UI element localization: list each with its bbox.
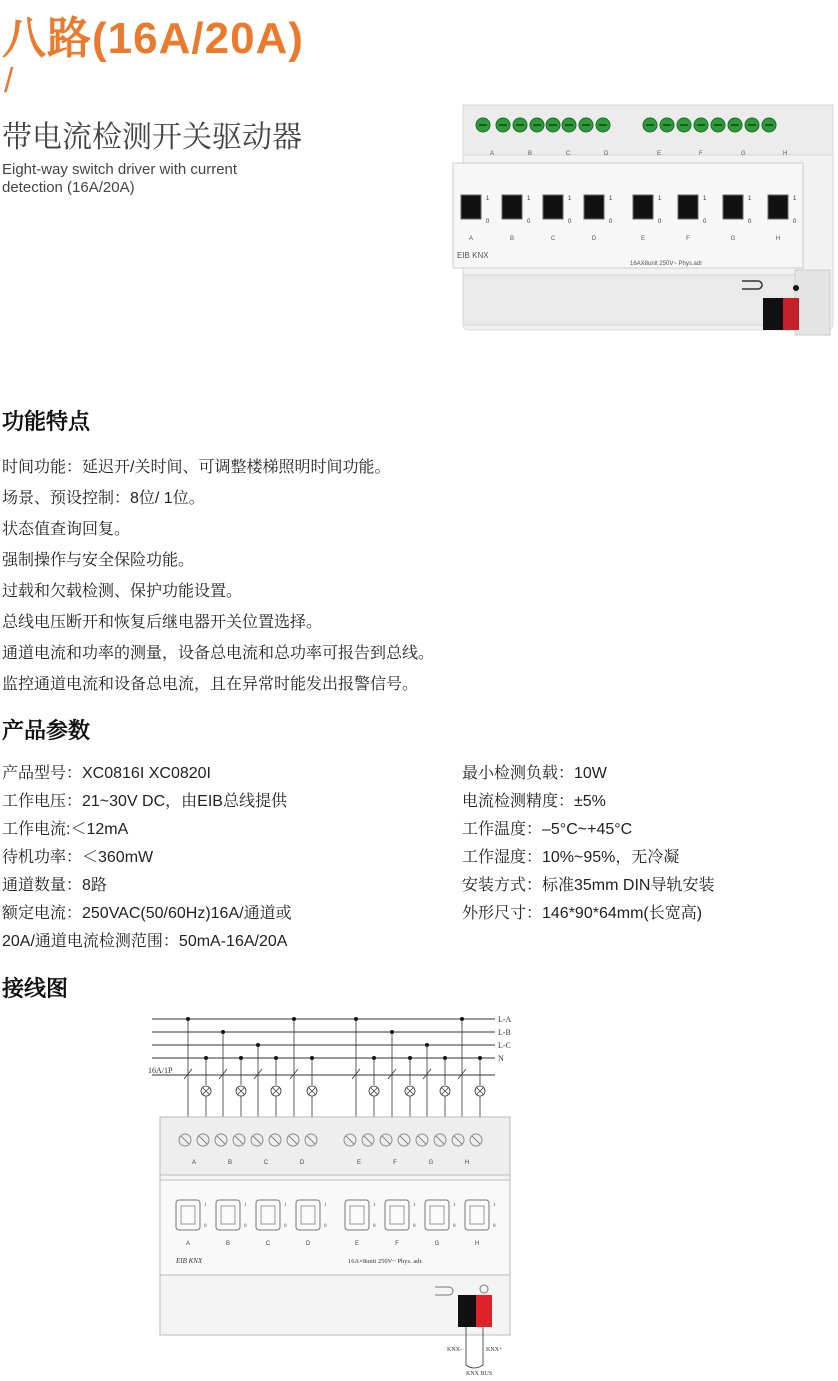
diagram-switch (465, 1200, 489, 1230)
param-item: 工作电压：21~30V DC，由EIB总线提供 (2, 793, 287, 810)
diagram-switch (256, 1200, 280, 1230)
switch-off-label: 0 (486, 219, 490, 225)
supply-line-label: L-B (498, 1028, 511, 1037)
diagram-on-label: 1 (413, 1203, 416, 1208)
features-heading: 功能特点 (2, 409, 91, 434)
diagram-channel-label: G (428, 1160, 434, 1166)
diagram-channel-label: A (191, 1160, 197, 1166)
breaker-label: 16A/1P (148, 1066, 173, 1075)
switch-on-label: 1 (658, 196, 662, 202)
title-slash: / (4, 62, 14, 100)
switch-channel-label: A (468, 236, 474, 242)
diagram-on-label: 1 (373, 1203, 376, 1208)
switch-on-label: 1 (609, 196, 613, 202)
feature-item: 通道电流和功率的测量，设备总电流和总功率可报告到总线。 (2, 645, 435, 662)
param-item: 外形尺寸：146*90*64mm(长宽高) (462, 905, 703, 922)
channel-switch (768, 195, 788, 219)
diagram-switch-label: C (265, 1241, 271, 1247)
diagram-switch (425, 1200, 449, 1230)
diagram-off-label: 0 (453, 1224, 456, 1229)
terminal-channel-label: H (783, 151, 788, 157)
terminal-channel-label: B (528, 151, 533, 157)
page-title: 八路(16A/20A) (2, 14, 304, 63)
diagram-switch (176, 1200, 200, 1230)
param-item: 待机功率：＜360mW (2, 849, 154, 866)
diagram-switch (296, 1200, 320, 1230)
features-list (2, 452, 434, 700)
diagram-knx-red (476, 1295, 492, 1327)
channel-switch (502, 195, 522, 219)
diagram-switch-label: F (395, 1241, 399, 1247)
diagram-off-label: 0 (373, 1224, 376, 1229)
knx-plus-label: KNX+ (486, 1347, 503, 1353)
diagram-switch-label: G (434, 1241, 440, 1247)
knx-terminal-red (783, 298, 799, 330)
diagram-on-label: 1 (204, 1203, 207, 1208)
diagram-channel-label: D (299, 1160, 305, 1166)
switch-channel-label: F (686, 236, 690, 242)
diagram-off-label: 0 (324, 1224, 327, 1229)
diagram-switch (216, 1200, 240, 1230)
param-item: 工作湿度：10%~95%，无冷凝 (462, 849, 680, 866)
switch-channel-label: B (509, 236, 515, 242)
subtitle-en (2, 161, 332, 197)
param-item: 工作温度：–5°C~+45°C (462, 821, 633, 838)
diagram-on-label: 1 (244, 1203, 247, 1208)
feature-item: 强制操作与安全保险功能。 (2, 552, 195, 569)
product-image (445, 95, 838, 357)
subtitle-en-line2: detection (16A/20A) (2, 179, 135, 196)
param-item: 安装方式：标准35mm DIN导轨安装 (462, 877, 715, 894)
feature-item: 时间功能：延迟开/关时间、可调整楼梯照明时间功能。 (2, 459, 391, 476)
switch-channel-label: E (640, 236, 646, 242)
terminal-channel-label: E (657, 151, 662, 157)
knx-bus-label: KNX BUS (466, 1371, 493, 1377)
switch-on-label: 1 (486, 196, 490, 202)
switch-channel-label: G (730, 236, 736, 242)
diagram-on-label: 1 (284, 1203, 287, 1208)
params-right-column (462, 760, 714, 928)
supply-line-label: L-C (498, 1041, 511, 1050)
diagram-brand: EIB KNX (176, 1257, 203, 1265)
terminal-channel-label: C (566, 151, 571, 157)
channel-switch (678, 195, 698, 219)
switch-channel-label: D (591, 236, 597, 242)
device-rating: 16AX8unit 250V~ Phys.adr (630, 261, 703, 267)
param-item: 电流检测精度：±5% (462, 793, 606, 810)
switch-channel-label: C (550, 236, 556, 242)
param-item: 产品型号：XC0816I XC0820I (2, 765, 211, 782)
diagram-channel-label: H (464, 1160, 470, 1166)
wiring-heading: 接线图 (2, 976, 69, 1001)
channel-switch (461, 195, 481, 219)
feature-item: 总线电压断开和恢复后继电器开关位置选择。 (2, 614, 323, 631)
diagram-off-label: 0 (493, 1224, 496, 1229)
diagram-switch (345, 1200, 369, 1230)
switch-channel-label: H (775, 236, 781, 242)
switch-off-label: 0 (609, 219, 613, 225)
diagram-channel-label: E (356, 1160, 362, 1166)
diagram-on-label: 1 (324, 1203, 327, 1208)
terminal-channel-label: D (604, 151, 609, 157)
params-heading: 产品参数 (2, 718, 91, 743)
diagram-knx-black (458, 1295, 476, 1327)
param-item: 工作电流:＜12mA (2, 821, 129, 838)
terminal-channel-label: F (699, 151, 703, 157)
switch-off-label: 0 (527, 219, 531, 225)
knx-terminal-black (763, 298, 783, 330)
diagram-on-label: 1 (453, 1203, 456, 1208)
feature-item: 监控通道电流和设备总电流，且在异常时能发出报警信号。 (2, 676, 419, 693)
diagram-switch-label: E (354, 1241, 360, 1247)
diagram-switch-label: A (185, 1241, 191, 1247)
switch-on-label: 1 (793, 196, 797, 202)
diagram-off-label: 0 (284, 1224, 287, 1229)
switch-off-label: 0 (748, 219, 752, 225)
diagram-off-label: 0 (244, 1224, 247, 1229)
wiring-diagram (140, 1005, 540, 1377)
switch-on-label: 1 (748, 196, 752, 202)
switch-off-label: 0 (703, 219, 707, 225)
channel-switch (633, 195, 653, 219)
feature-item: 状态值查询回复。 (2, 521, 131, 538)
supply-line-label: N (498, 1054, 504, 1063)
diagram-off-label: 0 (204, 1224, 207, 1229)
diagram-channel-label: B (227, 1160, 233, 1166)
channel-switch (584, 195, 604, 219)
param-item: 最小检测负载：10W (462, 765, 607, 782)
supply-line-label: L-A (498, 1015, 512, 1024)
feature-item: 场景、预设控制：8位/ 1位。 (2, 490, 205, 507)
feature-item: 过载和欠载检测、保护功能设置。 (2, 583, 243, 600)
diagram-on-label: 1 (493, 1203, 496, 1208)
diagram-channel-label: F (393, 1160, 397, 1166)
diagram-switch-label: D (305, 1241, 311, 1247)
diagram-off-label: 0 (413, 1224, 416, 1229)
terminal-channel-label: A (490, 151, 495, 157)
switch-off-label: 0 (793, 219, 797, 225)
channel-switch (543, 195, 563, 219)
diagram-switch-label: B (225, 1241, 231, 1247)
terminal-channel-label: G (741, 151, 746, 157)
subtitle-cn: 带电流检测开关驱动器 (2, 121, 302, 154)
switch-off-label: 0 (658, 219, 662, 225)
switch-on-label: 1 (527, 196, 531, 202)
param-item: 通道数量：8路 (2, 877, 107, 894)
device-brand: EIB KNX (457, 251, 489, 260)
knx-minus-label: KNX- (447, 1347, 462, 1353)
diagram-rating: 16A×8unit 250V~ Phys. adr. (348, 1258, 423, 1265)
params-left-column (2, 760, 292, 956)
diagram-switch-label: H (474, 1241, 480, 1247)
diagram-switch (385, 1200, 409, 1230)
subtitle-en-line1: Eight-way switch driver with current (2, 161, 238, 178)
diagram-channel-label: C (263, 1160, 269, 1166)
param-item: 额定电流：250VAC(50/60Hz)16A/通道或 (2, 905, 292, 922)
param-item: 20A/通道电流检测范围：50mA-16A/20A (2, 933, 288, 950)
prog-led-icon (793, 285, 799, 291)
channel-switch (723, 195, 743, 219)
switch-on-label: 1 (703, 196, 707, 202)
switch-off-label: 0 (568, 219, 572, 225)
switch-on-label: 1 (568, 196, 572, 202)
